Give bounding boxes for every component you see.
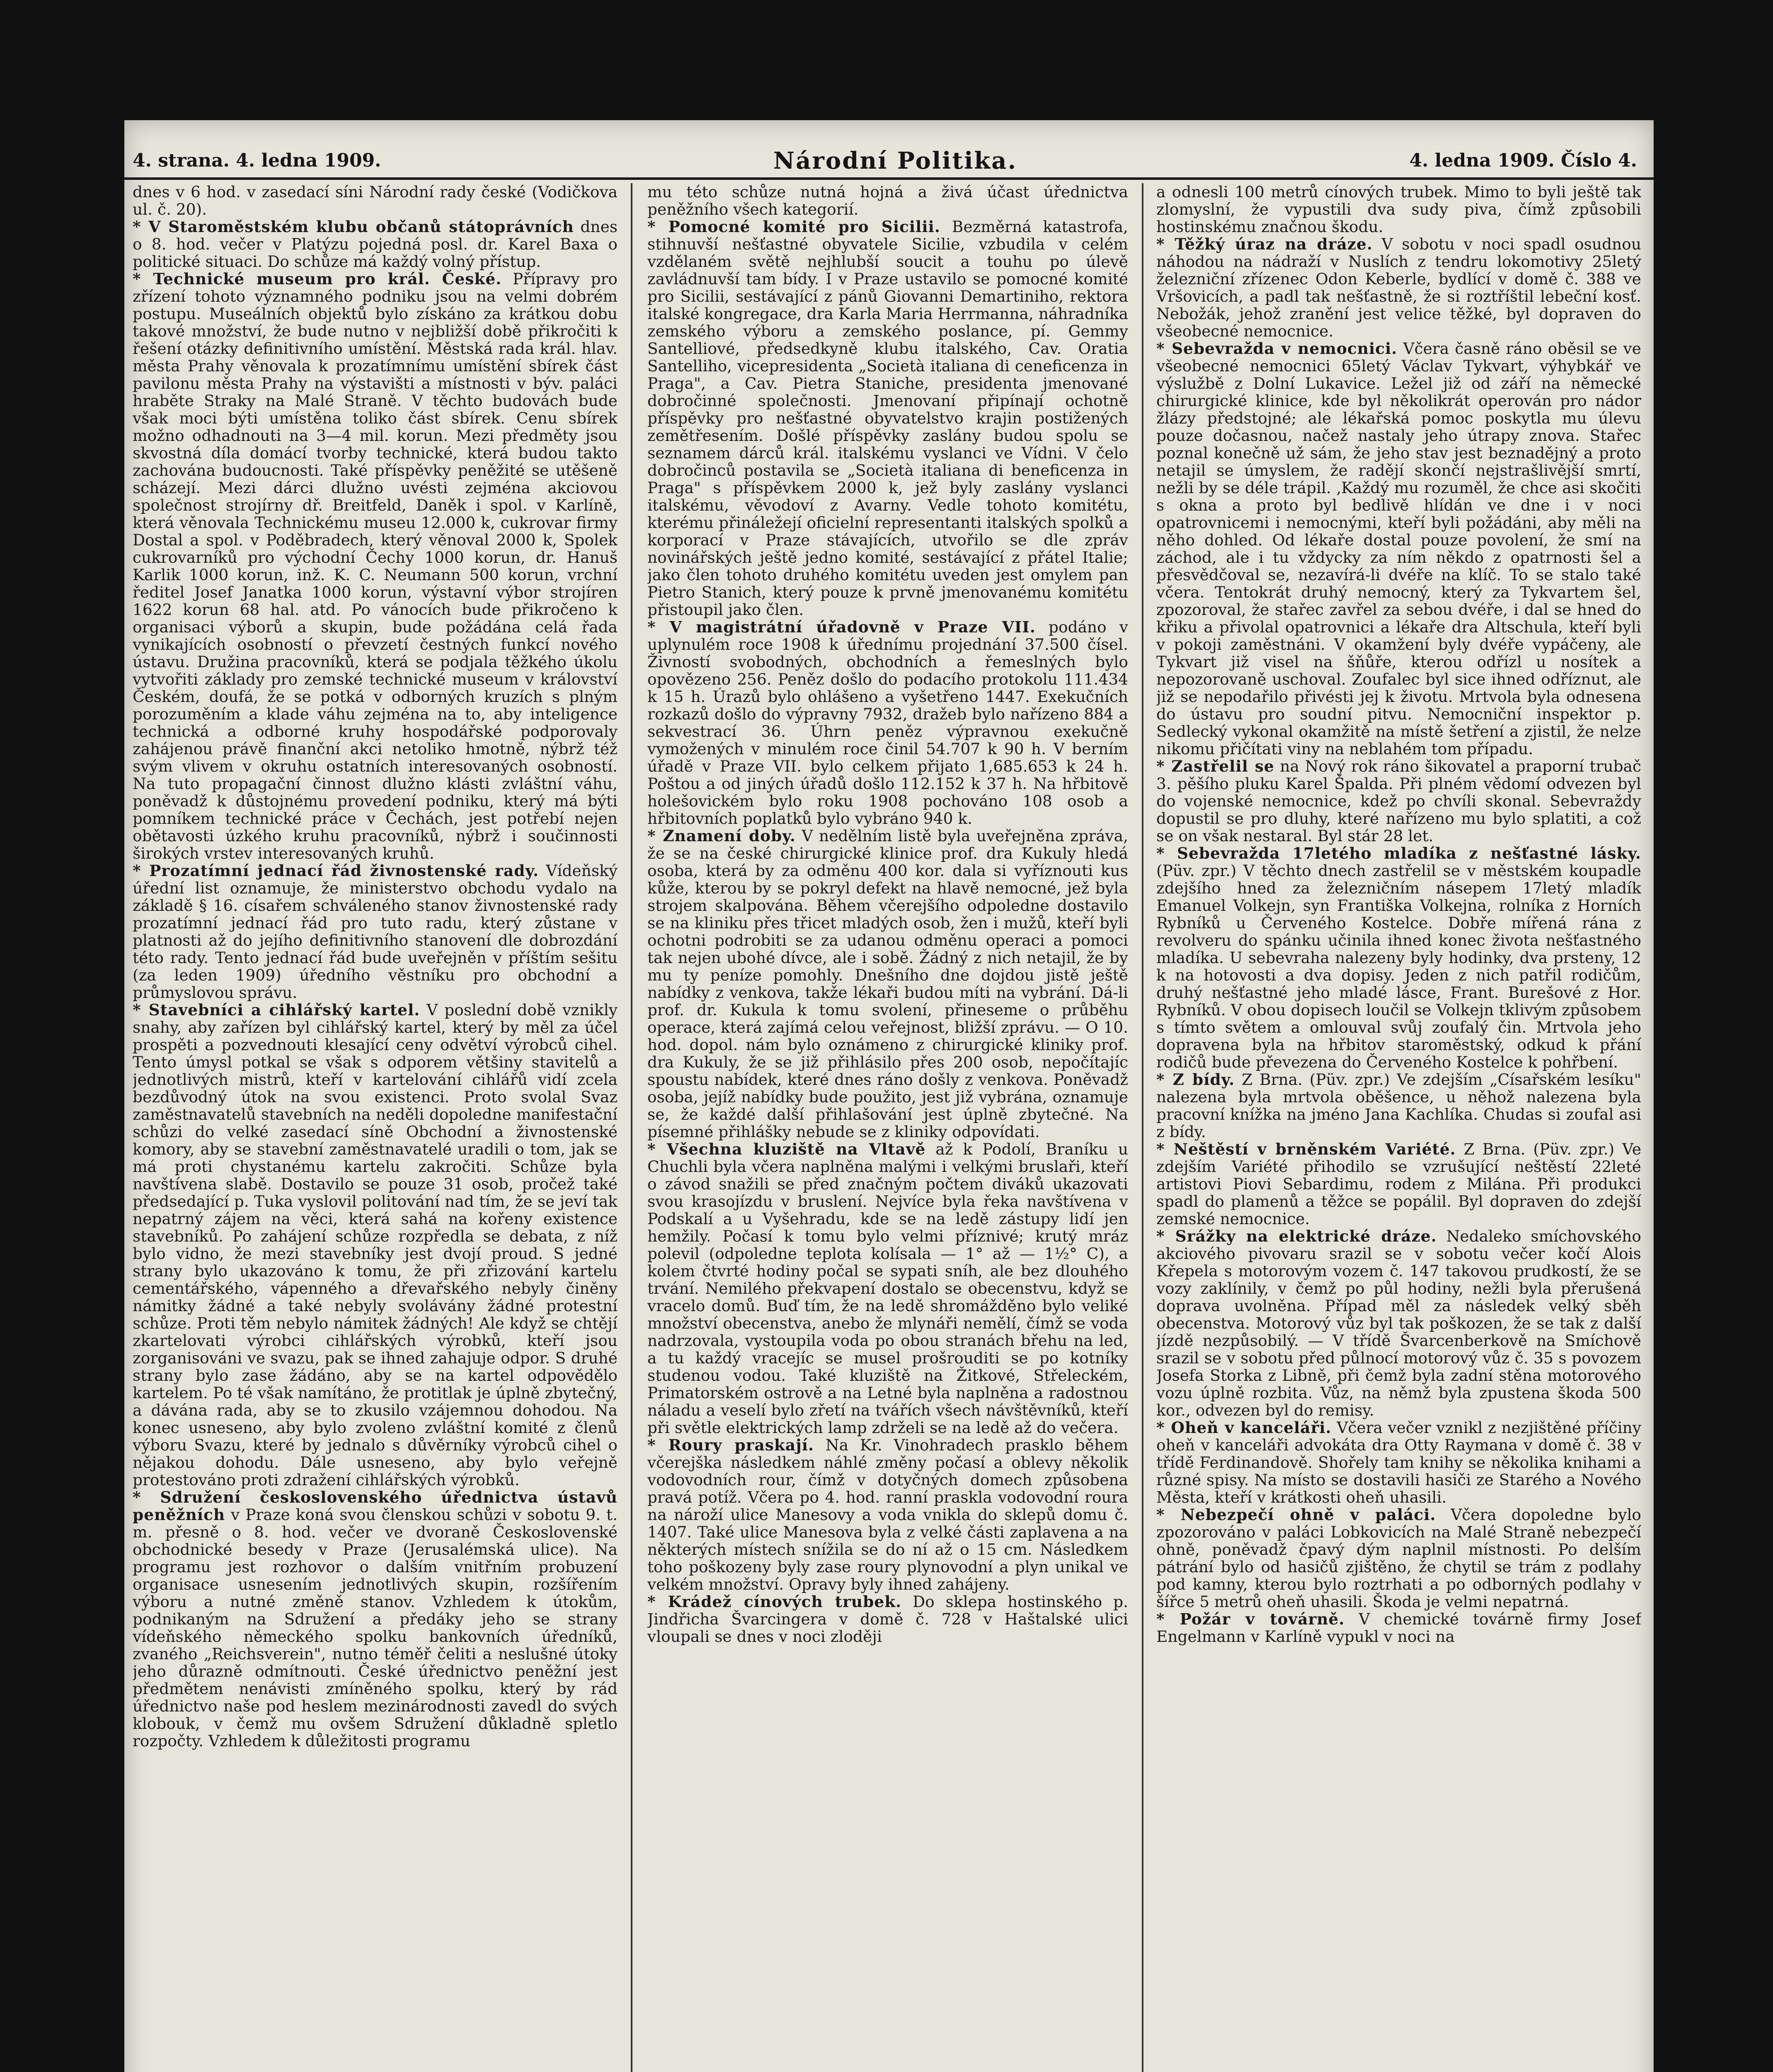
news-item-text: Do sklepa hostinského p. Jindřicha Švarcingera v domě č. 728 v Haštalské ulici vloupali se dnes v noci zloději: [647, 1593, 1128, 1646]
news-item-heading: * Pomocné komité pro Sicilii.: [647, 218, 940, 236]
news-item-heading: * Sebevražda v nemocnici.: [1156, 339, 1398, 358]
news-item: [1156, 1506, 1641, 1610]
news-item-heading: * Zastřelil se: [1156, 757, 1274, 775]
article-column-3: [1156, 183, 1641, 2072]
news-item-heading: * Prozatímní jednací řád živnostenské rady.: [133, 862, 539, 880]
news-item-heading: * Roury praskají.: [647, 1436, 814, 1454]
news-item-text: dnes o 8. hod. večer v Platýzu pojedná posl. dr. Karel Baxa o politické situaci. Do schůze má každý volný přístup.: [133, 218, 618, 271]
news-item-heading: * Stavebníci a cihlářský kartel.: [133, 1001, 420, 1019]
page-header-right: 4. ledna 1909. Číslo 4.: [1409, 150, 1637, 171]
news-item: [1156, 758, 1641, 845]
column-divider: [1142, 183, 1143, 2072]
continued-text: [1156, 183, 1641, 235]
news-item-heading: * Znamení doby.: [647, 827, 796, 845]
news-item: [133, 1001, 618, 1489]
news-item-text: až k Podolí, Braníku u Chuchli byla včera naplněna malými i velkými bruslaři, kteří o závod snažili se před značným počtem diváků ukazovati svou krasojízdu v bruslení. Nejvíce byla řeka navštívena v Podskalí a u Vyšehradu, kde se na ledě zástupy lidí jen hemžily. Počasí k tomu bylo velmi příznivé; krutý mráz polevil (odpoledne teplota kolísala — 1° až — 1½° C), a kolem čtvrté hodiny počal se sypati sníh, ale bez dlouhého trvání. Nemilého překvapení dostalo se obecenstvu, když se vracelo domů. Buď tím, že na ledě shromážděno bylo veliké množství obecenstva, anebo že mlynáři nemělí, čímž se voda nadrzovala, vystoupila voda po obou stranách břehu na led, a tu každý vracejíc se musel prošrouditi se po kotníky studenou vodou. Také kluziště na Žitkové, Střeleckém, Primatorském ostrově a na Letné byla naplněna a radostnou náladu a veselí bylo zřetí na tvářích všech návštěvníků, kteří při světle elektrických lamp zdrželi se na ledě až do večera.: [647, 1140, 1128, 1437]
news-item-text: Bezměrná katastrofa, stihnuvší nešťastné obyvatele Sicilie, vzbudila v celém vzdělaném světě nejhlubší soucit a touhu po úlevě zavládnuvší tam bídy. I v Praze ustavilo se pomocné komité pro Sicilii, sestávající z pánů Giovanni Demartiniho, rektora italské kongregace, dra Karla Maria Herrmanna, náhradníka zemského výboru a zemského poslance, pí. Gemmy Santelliové, předsedkyně klubu italského, Cav. Oratia Santelliho, vicepresidenta „Società italiana di ceneficenza in Praga", a Cav. Pietra Staniche, presidenta jmenované dobročinné společnosti. Jmenovaní připínají ochotně příspěvky pro nešťastné obyvatelstvo krajin postižených zemětřesením. Došlé příspěvky zaslány budou spolu se seznamem dárců král. italskému vyslanci ve Vídni. V čelo dobročinců postavila se „Società italiana di beneficenza in Praga" s příspěvkem 2000 k, jež byly zaslány vyslanci italskému, věvodoví z Avarny. Vedle tohoto komitétu, kterému přináležejí oficielní representanti italských spolků a korporací v Praze stávajících, utvořilo se dle zpráv novinářských ještě jedno komité, sestávající z přátel Italie; jako člen tohoto druhého komitétu uveden jest omylem pan Pietro Stanich, který pouze k prvně jmenovanému komitétu přistoupil jako člen.: [647, 218, 1128, 619]
article-column-1: [133, 183, 618, 2072]
newspaper-page: [124, 120, 1654, 2072]
continued-text: [133, 183, 618, 218]
news-item: [1156, 235, 1641, 340]
news-item-heading: * Z bídy.: [1156, 1070, 1235, 1089]
news-item-heading: * Krádež cínových trubek.: [647, 1593, 902, 1611]
news-item-heading: * Sdružení československého úřednictva ústavů peněžních: [133, 1488, 618, 1524]
column-divider: [631, 183, 632, 2072]
news-item: [647, 1140, 1128, 1436]
news-item-text: Z Brna. (Püv. zpr.) Ve zdejším „Císařském lesíku" nalezena byla mrtvola oběšence, u něhož nalezena byla pracovní knížka na jméno Jana Kachlíka. Chudas si zoufal asi z bídy.: [1156, 1070, 1641, 1141]
news-item-heading: * Těžký úraz na dráze.: [1156, 235, 1373, 253]
news-item: [133, 862, 618, 1001]
news-item-text: v Praze koná svou členskou schůzi v sobotu 9. t. m. přesně o 8. hod. večer ve dvoraně Československé obchodnické besedy v Praze (Jerusalémská ulice). Na programu jest rozhovor o dalším vnitřním probuzení organisace usnesením jednotlivých skupin, rozšířením výboru a nutné změně stanov. Vzhledem k útokům, podnikaným na Sdružení a předáky jeho se strany vídeňského německého spolku bankovních úředníků, zvaného „Reichsverein", nutno téměř čeliti a neslušné útoky jeho důrazně odmítnouti. České úřednictvo peněžní jest předmětem nenávisti zmíněného spolku, který by rád úřednictvo naše pod heslem mezinárodnosti zavedl do svých klobouk, v čemž mu ovšem Sdružení důkladně spletlo rozpočty. Vzhledem k důležitosti programu: [133, 1506, 618, 1750]
news-item: [1156, 340, 1641, 758]
news-item-heading: * Neštěstí v brněnském Variété.: [1156, 1140, 1456, 1158]
news-item-heading: * Požár v továrně.: [1156, 1610, 1345, 1628]
news-item-text: Přípravy pro zřízení tohoto významného podniku jsou na velmi dobrém postupu. Museálních objektů bylo získáno za krátkou dobu takové množství, že bude nutno v nejbližší době přikročiti k řešení otázky definitivního umístění. Městská rada král. hlav. města Prahy věnovala k prozatímnímu umístění sbírek část pavilonu města Prahy na výstavišti a místnosti v býv. paláci hraběte Straky na Malé Straně. V těchto budovách bude však moci býti umístěna toliko část sbírek. Cenu sbírek možno odhadnouti na 3—4 mil. korun. Mezi předměty jsou skvostná díla domácí tvorby technické, která budou takto zachována budoucnosti. Také příspěvky peněžité se utěšeně scházejí. Mezi dárci dlužno uvésti zejména akciovou společnost strojírny dř. Breitfeld, Daněk i spol. v Karlíně, která věnovala Technickému museu 12.000 k, cukrovar firmy Dostal a spol. v Poděbradech, který věnoval 2000 k, Spolek cukrovarníků pro východní Čechy 1000 korun, dr. Hanuš Karlik 1000 korun, inž. K. C. Neumann 500 korun, vrchní ředitel Josef Janatka 1000 korun, výstavní výbor strojíren 1622 korun 68 hal. atd. Po vánocích bude přikročeno k organisaci výborů a skupin, bude požádána celá řada vynikajících osobností o převzetí čestných funkcí nového ústavu. Družina pracovníků, která se podjala těžkého úkolu vytvořiti základy pro zemské technické museum v království Českém, doufá, že se potká v odborných kruzích s plným porozuměním a klade váhu zejména na to, aby inteligence technická a odborné kruhy hospodářské podporovaly zahájenou právě finanční akci netoliko hmotně, nýbrž též svým vlivem v okruhu ostatních interesovaných osobností. Na tuto propagační činnost dlužno klásti zvláštní váhu, poněvadž k důstojnému provedení podniku, který má býti pomníkem technické práce v Čechách, jest potřebí nejen obětavosti úzkého kruhu pracovníků, nýbrž i součinnosti širokých vrstev interesovaných kruhů.: [133, 270, 618, 862]
news-item-text: (Püv. zpr.) V těchto dnech zastřelil se v městském koupadle zdejšího hned za železničním násepem 17letý mladík Emanuel Volkejn, syn Františka Volkejna, rolníka z Horních Rybníků u Červeného Kostelce. Dobře mířená rána z revolveru do spánku učinila ihned konec života nešťastného mladíka. U sebevraha nalezeny byly hodinky, dva prsteny, 12 k na hotovosti a dva dopisy. Jeden z nich patřil rodičům, druhý nešťastné jeho mladé lásce, Frant. Burešové z Hor. Rybníků. V obou dopisech loučil se Volkejn tklivým způsobem s tímto světem a omlouval svůj zoufalý čin. Mrtvola jeho dopravena byla na hřbitov staroměstský, odkud k přání rodičů bude převezena do Červeného Kostelce k pohřbení.: [1156, 862, 1641, 1071]
news-item-text: V sobotu v noci spadl osudnou náhodou na nádraží v Nuslích z tendru lokomotivy 25letý železniční zřízenec Odon Keberle, bydlící v domě č. 388 ve Vršovicích, a padl tak nešťastně, že si roztříštil lebeční kosť. Nebožák, jehož zranění jest velice těžké, byl dopraven do všeobecné nemocnice.: [1156, 235, 1641, 340]
news-item: [647, 827, 1128, 1140]
news-item-text: podáno v uplynulém roce 1908 k úřednímu projednání 37.500 čísel. Živností svobodných, obchodních a řemeslných bylo opovězeno 256. Peněz došlo do podacího protokolu 111.434 k 15 h. Úrazů bylo ohlášeno a vyšetřeno 1447. Exekučních rozkazů došlo do výpravny 7932, dražeb bylo nařízeno 884 a sekvestrací 36. Úhrn peněz výpravnou exekučně vymožených v minulém roce činil 54.707 k 90 h. V berním úřadě v Praze VII. bylo celkem přijato 1,685.653 k 24 h. Poštou a od jiných úřadů došlo 112.152 k 37 h. Na hřbitově holešovickém bylo roku 1908 pochováno 108 osob a hřbitovních poplatků bylo vybráno 940 k.: [647, 618, 1128, 828]
continued-text: [647, 183, 1128, 218]
news-item-heading: * Sebevražda 17letého mladíka z nešťastné lásky.: [1156, 844, 1641, 862]
news-item-heading: * Všechna kluziště na Vltavě: [647, 1140, 926, 1158]
masthead-title: Národní Politika.: [773, 147, 1017, 174]
news-item: [1156, 1071, 1641, 1140]
news-item: [647, 218, 1128, 618]
news-item-text: dnes v 6 hod. v zasedací síni Národní rady české (Vodičkova ul. č. 20).: [133, 183, 618, 218]
news-item-heading: * V Staroměstském klubu občanů státoprávních: [133, 218, 574, 236]
news-item-text: Včera večer vznikl z nezjištěné příčiny oheň v kanceláři advokáta dra Otty Raymana v domě č. 38 v třídě Ferdinandově. Shořely tam knihy se několika knihami a různé spisy. Na místo se dostavili hasiči ze Starého a Nového Města, kteří v krátkosti oheň uhasili.: [1156, 1418, 1641, 1506]
news-item-text: V poslední době vznikly snahy, aby zařízen byl cihlářský kartel, který by měl za účel prospěti a pozvednouti klesající ceny odvětví výrobců cihel. Tento úmysl potkal se však s odporem většiny stavitelů a jednotlivých mistrů, kteří v kartelování cihlářů vidí zcela bezdůvodný útok na svou existenci. Proto svolal Svaz zaměstnavatelů stavebních na neděli dopoledne manifestační schůzi do velké zasedací síně Obchodní a živnostenské komory, aby se stavební zaměstnavatelé uradili o tom, jak se má proti chystanému kartelu zakročiti. Schůze byla navštívena slabě. Dostavilo se pouze 31 osob, pročež také předsedající p. Tuka vyslovil politování nad tím, že se jeví tak nepatrný zájem na věci, která sahá na kořeny existence stavebníků. Po zahájení schůze rozpředla se debata, z níž bylo vidno, že mezi stavebníky jest dvojí proud. S jedné strany bylo ukazováno k tomu, že při zřizování kartelu cementářského, vápenného a dřevařského nebyly činěny námitky žádné a také nebyly svolávány žádné protestní schůze. Proti těm nebylo námitek žádných! Ale když se chtějí zkartelovati výrobci cihlářských výrobků, kteří jsou zorganisováni ve svazu, pak se ihned zahajuje odpor. S druhé strany bylo zase žádáno, aby se na kartel odpovědělo kartelem. Po té však namítáno, že protitlak je úplně zbytečný, a dávána rada, aby se to zkusilo vzájemnou dohodou. Na konec usneseno, aby bylo zvoleno zvláštní komité z členů výboru Svazu, které by jednalo s důvěrníky výrobců cihel o nějakou dohodu. Dále usneseno, aby bylo veřejně protestováno proti zdražení cihlářských výrobků.: [133, 1001, 618, 1489]
news-item-heading: * Nebezpečí ohně v paláci.: [1156, 1506, 1436, 1524]
news-item-text: a odnesli 100 metrů cínových trubek. Mimo to byli ještě tak zlomyslní, že vypustili dva sudy piva, čímž způsobili hostinskému značnou škodu.: [1156, 183, 1641, 236]
news-item-text: V nedělním listě byla uveřejněna zpráva, že se na české chirurgické klinice prof. dra Kukuly hledá osoba, která by za odměnu 400 kor. dala si vyříznouti kus kůže, kterou by se pokryl defekt na hlavě nemocné, jež byla strojem skalpována. Během včerejšího odpoledne dostavilo se na kliniku přes třicet mladých osob, žen i mužů, kteří byli ochotni podrobiti se za udanou odměnu operaci a pomoci tak nejen ubohé dívce, ale i sobě. Žádný z nich netajil, že by mu ty peníze pomohly. Dnešního dne dojdou jistě ještě nabídky z venkova, takže lékaři budou míti na vybrání. Dá-li prof. dr. Kukula k tomu svolení, přineseme o průběhu operace, která zajímá celou veřejnost, bližší zprávu. — O 10. hod. dopol. nám bylo oznámeno z chirurgické kliniky prof. dra Kukuly, že se již přihlásilo přes 200 osob, nepočítajíc spoustu nabídek, které dnes ráno došly z venkova. Poněvadž osoba, jejíž nabídky bude použito, jest již vybrána, oznamuje se, že každé další přihlašování jest úplně zbytečné. Na písemné přihlášky nebude se z kliniky odpovídati.: [647, 827, 1128, 1141]
news-item: [1156, 1140, 1641, 1227]
news-item-heading: * Srážky na elektrické dráze.: [1156, 1227, 1437, 1245]
news-item: [647, 1436, 1128, 1593]
news-item: [647, 618, 1128, 827]
news-item-heading: * Technické museum pro král. České.: [133, 270, 502, 288]
news-item: [133, 270, 618, 862]
news-item-text: Včera časně ráno oběsil se ve všeobecné nemocnici 65letý Václav Tykvart, výhybkář ve výslužbě z Dolní Lukavice. Ležel již od září na německé chirurgické klinice, kde byl několikrát operován pro nádor žlázy předstojné; ale lékařská pomoc poskytla mu úlevu pouze dočasnou, načež nastaly jeho útrapy znova. Stařec poznal konečně už sám, že jeho stav jest beznadějný a proto netajil se úmyslem, že radějí skončí nejstrašlivější smrtí, nežli by se déle trápil. ‚Každý mu rozuměl, že chce asi skočiti s okna a proto byl bedlivě hlídán ve dne i v noci opatrovnicemi i nemocnými, kteří byli požádáni, aby měli na něho dohled. Od lékaře dostal pouze povolení, že smí na záchod, ale i tu vždycky za ním někdo z opatrnosti šel a přesvědčoval se, nezavírá-li dvéře na klíč. To se stalo také včera. Tentokrát druhý nemocný, který za Tykvartem šel, zpozoroval, že stařec zavřel za sebou dvéře, i dal se hned do křiku a přivolal opatrovnici a lékaře dra Altschula, kteří byli v pokoji zaměstnáni. V okamžení byly dvéře vypáčeny, ale Tykvart již visel na šňůře, kterou odřízl u nosítek a nepozorovaně uschoval. Zoufalec byl sice ihned odříznut, ale již se nepodařilo přivésti jej k životu. Mrtvola byla odnesena do ústavu pro soudní pitvu. Nemocniční inspektor p. Sedlecký vykonal okamžitě na místě šetření a zjistil, že nelze nikomu přičítati viny na neblahém tom případu.: [1156, 339, 1641, 758]
news-item-text: V chemické továrně firmy Josef Engelmann v Karlíně vypukl v noci na: [1156, 1610, 1641, 1646]
news-item-text: mu této schůze nutná hojná a živá účast úřednictva peněžního všech kategorií.: [647, 183, 1128, 218]
news-item-text: Z Brna. (Püv. zpr.) Ve zdejším Variété přihodilo se vzrušující neštěstí 22leté artistovi Piovi Sebardimu, rodem z Milána. Při produkci spadl do plamenů a těžce se popálil. Byl dopraven do zdejší zemské nemocnice.: [1156, 1140, 1641, 1228]
header-rule: [124, 177, 1654, 180]
news-item: [1156, 1610, 1641, 1645]
news-item: [133, 218, 618, 270]
news-item-text: na Nový rok ráno šikovatel a praporní trubač 3. pěšího pluku Karel Špalda. Při plném vědomí odvezen byl do vojenské nemocnice, kdež po chvíli skonal. Sebevraždy dopustil se pro dluhy, které nařízeno mu bylo splatiti, a což se on však nestaral. Byl stár 28 let.: [1156, 757, 1641, 845]
news-item: [1156, 1419, 1641, 1506]
news-item-text: Včera dopoledne bylo zpozorováno v paláci Lobkovicích na Malé Straně nebezpečí ohně, poněvadž čpavý dým naplnil místnosti. Po delším pátrání bylo od hasičů zjištěno, že chytil se trám z podlahy pod kamny, kterou bylo roztrhati a po odborných podlahy v šířce 5 metrů oheň uhasili. Škoda je velmi nepatrná.: [1156, 1506, 1641, 1611]
news-item-text: Nedaleko smíchovského akciového pivovaru srazil se v sobotu večer kočí Alois Křepela s motorovým vozem č. 147 takovou prudkostí, že se vozy zaklínily, v čemž po půl hodiny, nežli byla přerušená doprava uvolněna. Případ měl za následek velký sběh obecenstva. Motorový vůz byl tak poškozen, že se tak z další jízdě nezpůsobilý. — V třídě Švarcenberkově na Smíchově srazil se v sobotu před půlnocí motorový vůz č. 35 s povozem Josefa Storka z Libně, při čemž byla zadní stěna motorového vozu úplně rozbita. Vůz, na němž byla zpustena škoda 500 kor., odvezen byl do remisy.: [1156, 1227, 1641, 1419]
news-item: [133, 1489, 618, 1750]
article-column-2: [647, 183, 1128, 2072]
news-item-text: Na Kr. Vinohradech prasklo během včerejška následkem náhlé změny počasí a oblevy několik vodovodních rour, čímž v dotyčných domech způsobena pravá potíž. Včera po 4. hod. ranní praskla vodovodní roura na nároží ulice Manesovy a voda vnikla do sklepů domu č. 1407. Také ulice Manesova byla z velké části zaplavena a na některých místech snížila se do ní až o 15 cm. Následkem toho poškozeny byly zase roury plynovodní a plyn unikal ve velkém množství. Opravy byly ihned zahájeny.: [647, 1436, 1128, 1593]
news-item: [1156, 845, 1641, 1071]
news-item: [1156, 1227, 1641, 1419]
news-item-heading: * V magistrátní úřadovně v Praze VII.: [647, 618, 1036, 636]
page-header-left: 4. strana. 4. ledna 1909.: [133, 150, 381, 171]
news-item: [647, 1593, 1128, 1645]
news-item-text: Vídeňský úřední list oznamuje, že ministerstvo obchodu vydalo na základě § 16. císařem schváleného stanov živnostenské rady prozatímní jednací řád pro tuto radu, který zůstane v platnosti až do jejího definitivního stanovení dle dobrozdání této rady. Tento jednací řád bude uveřejněn v příštím sešitu (za leden 1909) úředního věstníku pro obchodní a průmyslovou správu.: [133, 862, 618, 1002]
news-item-heading: * Oheň v kanceláři.: [1156, 1418, 1332, 1437]
